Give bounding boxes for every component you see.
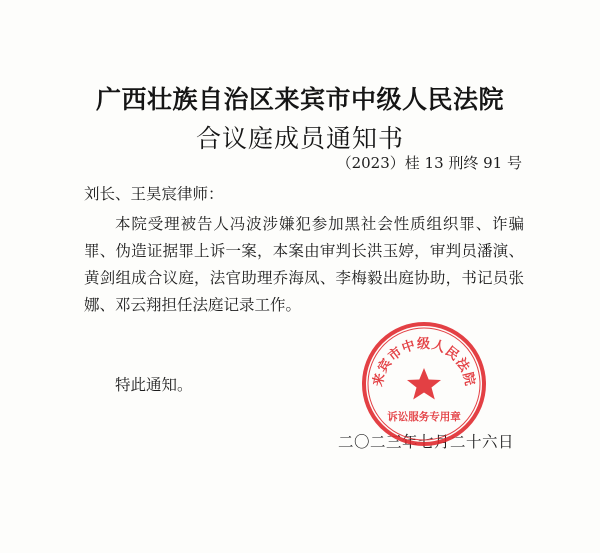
body-paragraph: 本院受理被告人冯波涉嫌犯参加黑社会性质组织罪、诈骗罪、伪造证据罪上诉一案，本案由审判长洪玉婷，审判员潘演、黄剑组成合议庭，法官助理乔海凤、李梅毅出庭协助，书记员张娜、邓云翔担任法庭记录工作。 [84, 215, 524, 314]
seal-star-icon [407, 368, 441, 400]
issue-date: 二〇二三年七月二十六日 [338, 433, 515, 451]
addressee: 刘长、王昊宸律师： [84, 185, 224, 203]
document-title: 合议庭成员通知书 [195, 124, 404, 153]
seal-subtext: 诉讼服务专用章 [387, 411, 461, 423]
case-number: （2023）桂 13 刑终 91 号 [336, 154, 522, 172]
court-seal-stamp-icon [360, 320, 488, 448]
closing-remark: 特此通知。 [115, 376, 193, 394]
court-name: 广西壮族自治区来宾市中级人民法院 [95, 85, 504, 114]
seal-arc-text: 来宾市中级人民法院 [370, 337, 478, 389]
